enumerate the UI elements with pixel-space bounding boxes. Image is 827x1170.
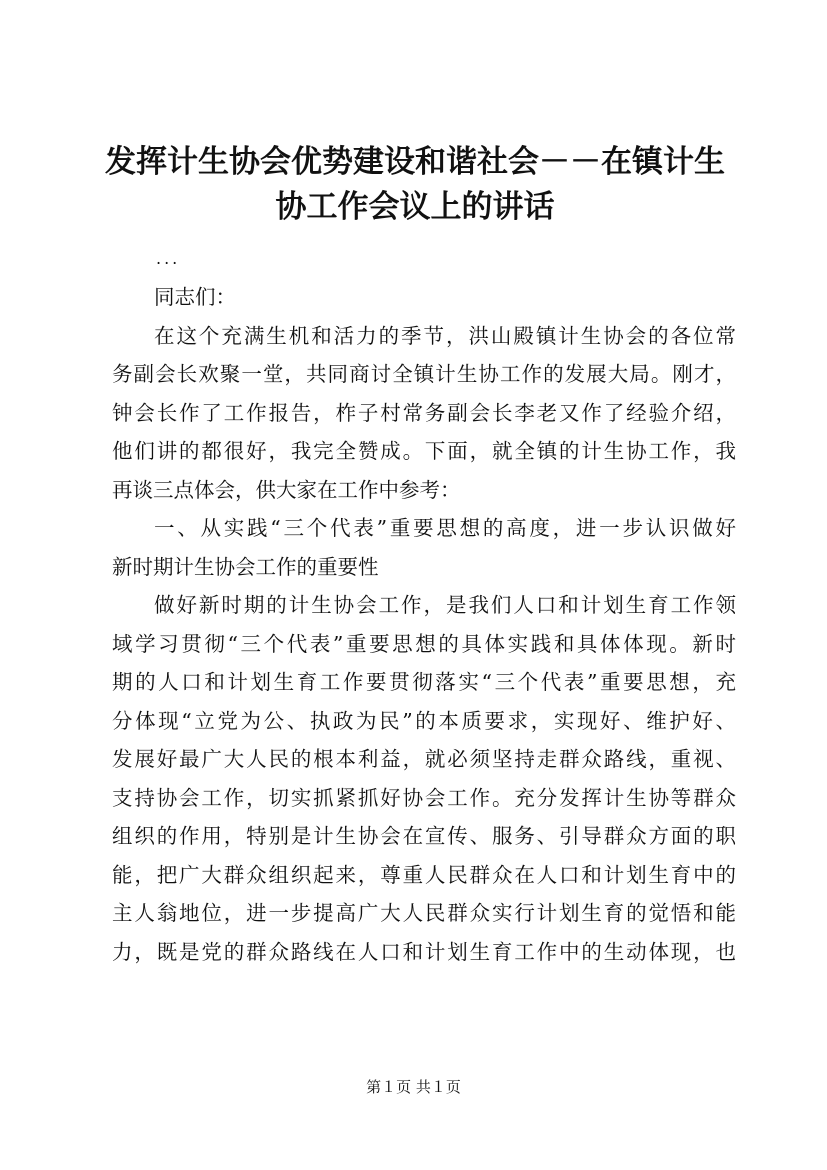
paragraph-line: 钟会长作了工作报告，柞子村常务副会长李老又作了经验介绍， [112,400,736,425]
title-line-2: 协工作会议上的讲话 [275,189,555,225]
paragraph-line: 支持协会工作，切实抓紧抓好协会工作。充分发挥计生协等群众 [112,785,736,810]
paragraph-line: 组织的作用，特别是计生协会在宣传、服务、引导群众方面的职 [112,824,736,848]
paragraph-line: 能，把广大群众组织起来，尊重人民群众在人口和计划生育中的 [112,862,736,887]
salutation: 同志们： [154,285,236,309]
document-title [100,140,730,230]
paragraph-line: 力，既是党的群众路线在人口和计划生育工作中的生动体现，也 [112,939,736,964]
paragraph-line: 主人翁地位，进一步提高广大人民群众实行计划生育的觉悟和能 [112,901,736,925]
document-body [112,240,736,971]
page-footer: 第１页 共１页 [366,1078,461,1096]
paragraph-line: 做好新时期的计生协会工作，是我们人口和计划生育工作领 [154,593,736,617]
paragraph-line: 务副会长欢聚一堂，共同商讨全镇计生协工作的发展大局。刚才， [112,362,736,386]
paragraph-line: 期的人口和计划生育工作要贯彻落实“三个代表”重要思想，充 [112,670,736,694]
paragraph-line: 他们讲的都很好，我完全赞成。下面，就全镇的计生协工作，我 [112,439,736,463]
title-line-1: 发挥计生协会优势建设和谐社会－－在镇计生 [105,144,725,180]
paragraph-1 [112,317,736,510]
section-heading-1 [112,509,736,586]
paragraph-2 [112,586,736,971]
paragraph-line: 再谈三点体会，供大家在工作中参考： [112,477,461,502]
paragraph-line: 在这个充满生机和活力的季节，洪山殿镇计生协会的各位常 [154,323,736,348]
heading-line: 一、从实践“三个代表”重要思想的高度，进一步认识做好 [154,516,736,540]
paragraph-line: 分体现“立党为公、执政为民”的本质要求，实现好、维护好、 [112,708,736,733]
heading-line: 新时期计生协会工作的重要性 [112,554,379,579]
paragraph-line: 域学习贯彻“三个代表”重要思想的具体实践和具体体现。新时 [112,631,736,656]
salutation-paragraph [112,278,736,317]
paragraph-line: 发展好最广大人民的根本利益，就必须坚持走群众路线，重视、 [112,747,736,771]
ellipsis-marker: ... [156,249,181,268]
